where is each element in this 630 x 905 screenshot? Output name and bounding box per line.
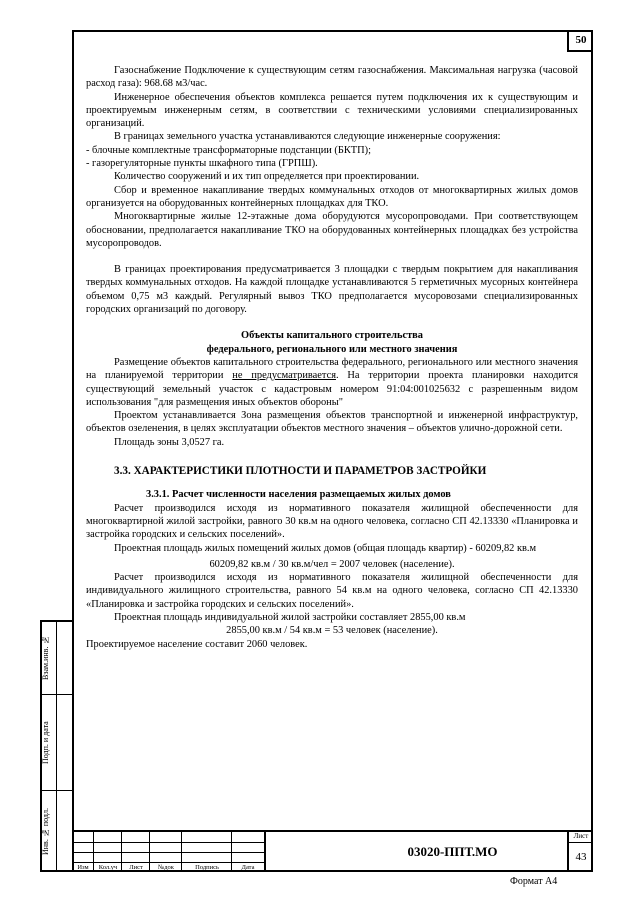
document-body <box>86 64 578 651</box>
paragraph: Газоснабжение Подключение к существующим сетям газоснабжения. Максимальная нагрузка (часовой расход газа): 968.68 м3/час. <box>86 65 578 90</box>
paragraph: Количество сооружений и их тип определяется при проектировании. <box>114 171 420 183</box>
side-label-podp: Подп. и дата <box>41 721 50 765</box>
paragraph: Проектом устанавливается Зона размещения объектов транспортной и инженерной инфраструктур, объектов озеленения, в целях эксплуатации объектов местного значения – объектов улично-дорожной сети. <box>86 410 578 435</box>
section-title: Объекты капитального строительства <box>241 330 423 342</box>
stamp-col-label: Кол.уч <box>98 864 118 871</box>
paragraph: Проектируемое население составит 2060 человек. <box>86 638 308 650</box>
paragraph: Многоквартирные жилые 12-этажные дома оборудуются мусоропроводами. При соответствующем обосновании, предполагается накапливание ТКО на оборудованных контейнерных площадках без устройства мусоропроводов. <box>86 211 578 249</box>
paragraph: Расчет производился исходя из нормативного показателя жилищной обеспеченности для многоквартирной жилой застройки, равного 30 кв.м на одного человека, согласно СП 42.13330 «Планировка и застройка городских и сельских поселений». <box>86 502 578 541</box>
document-code: 03020-ППТ.МО <box>264 832 630 872</box>
format-label: Формат А4 <box>510 876 558 887</box>
paragraph: В границах земельного участка устанавливаются следующие инженерные сооружения: <box>114 131 501 143</box>
stamp-col-label: Изм <box>77 864 89 871</box>
paragraph: Проектная площадь индивидуальной жилой застройки составляет 2855,00 кв.м <box>114 611 466 623</box>
title-block <box>72 830 593 872</box>
subsection-heading: 3.3.1. Расчет численности населения размещаемых жилых домов <box>146 489 451 501</box>
section-heading: 3.3. ХАРАКТЕРИСТИКИ ПЛОТНОСТИ И ПАРАМЕТРОВ ЗАСТРОЙКИ <box>114 465 487 478</box>
sheet-label: Лист <box>569 830 593 843</box>
paragraph: Сбор и временное накапливание твердых коммунальных отходов от многоквартирных жилых домов организуется на оборудованных контейнерных площадках для ТКО. <box>86 184 578 209</box>
paragraph: - блочные комплектные трансформаторные подстанции (БКТП); <box>86 144 371 156</box>
side-stamp <box>40 620 72 872</box>
sheet-number: 43 <box>575 851 587 863</box>
side-label-vzam: Взам.инв. № <box>41 635 50 681</box>
paragraph: Размещение объектов капитального строительства федерального, регионального или местного значения на планируемой территории не предусматривается. На территории проекта планировки находится существующий земельный участок с кадастровым номером 91:04:001025632 с разрешенным видом использования "для размещения иных объектов обороны" <box>86 356 578 408</box>
section-title: федерального, регионального или местного значения <box>206 343 458 355</box>
paragraph: В границах проектирования предусматривается 3 площадки с твердым покрытием для накапливания твердых коммунальных отходов. На каждой площадке устанавливаются 5 герметичных мусорных контейнера объемом 0,75 м3 каждый. Регулярный вывоз ТКО предполагается мусоровозами специализированных городских организаций по договору. <box>86 264 578 316</box>
formula: 2855,00 кв.м / 54 кв.м = 53 человек (население). <box>226 625 438 637</box>
stamp-col-label: Дата <box>241 864 255 871</box>
paragraph: Площадь зоны 3,0527 га. <box>114 436 225 448</box>
formula: 60209,82 кв.м / 30 кв.м/чел = 2007 человек (население). <box>209 558 455 570</box>
side-label-inv: Инв. № подл. <box>41 808 50 856</box>
stamp-col-label: Лист <box>129 864 143 871</box>
stamp-col-label: №док <box>158 864 174 871</box>
paragraph: - газорегуляторные пункты шкафного типа (ГРПШ). <box>86 158 318 170</box>
paragraph: Расчет производился исходя из нормативного показателя жилищной обеспеченности для индивидуального жилищного строительства, равного 54 кв.м на одного человека, согласно СП 42.13330 «Планировка и застройка городских и сельских поселений». <box>86 572 578 610</box>
paragraph: Инженерное обеспечения объектов комплекса решается путем подключения их к существующим и проектируемым инженерным сетям, в соответствии с техническими условиями специализированных организаций. <box>86 91 578 130</box>
sheet-box <box>567 830 593 872</box>
paragraph: Проектная площадь жилых помещений жилых домов (общая площадь квартир) - 60209,82 кв.м <box>114 542 537 554</box>
page-number: 50 <box>567 30 593 52</box>
stamp-col-label: Подпись <box>195 864 219 871</box>
